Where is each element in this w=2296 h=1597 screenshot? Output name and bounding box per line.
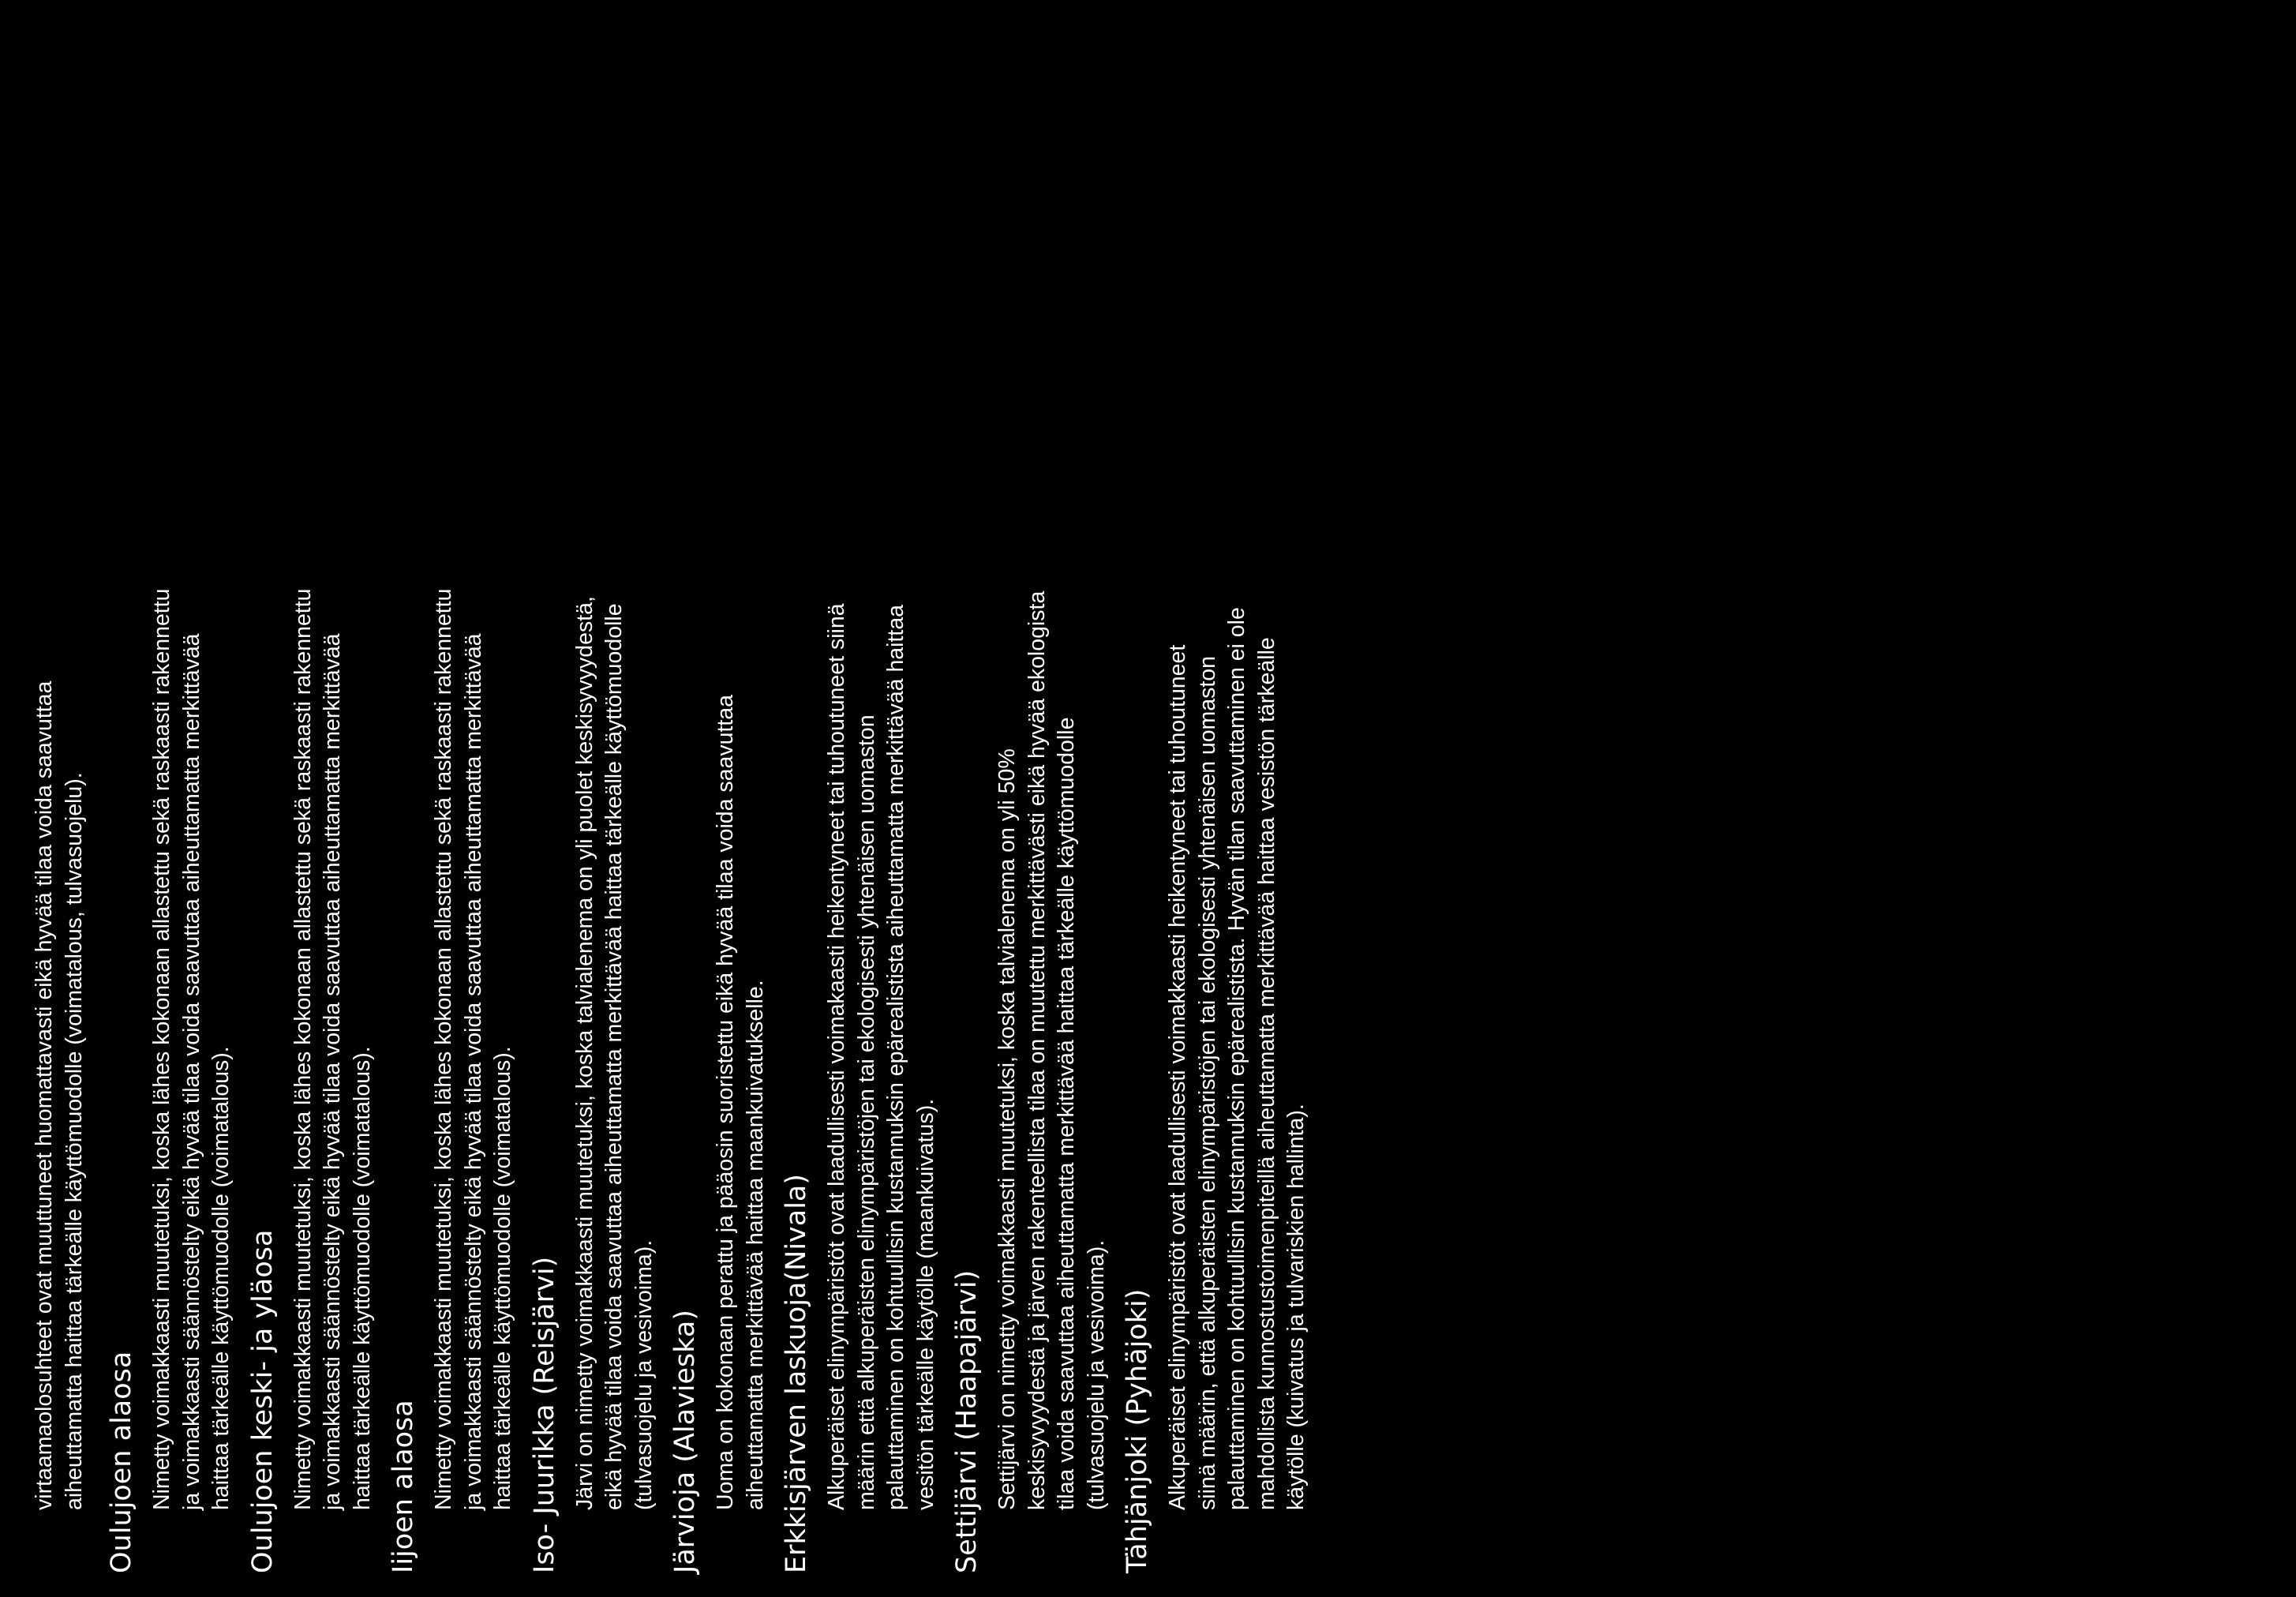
section-body (148, 0, 237, 1510)
text-line: virtaamaolosuhteet ovat muuttuneet huomattavasti eikä hyvää tilaa voida saavuttaa (32, 680, 57, 1510)
text-line: tilaa voida saavuttaa aiheuttamatta merkittävää haittaa tärkeälle käyttömuodolle (1054, 717, 1079, 1510)
section-body (993, 0, 1111, 1510)
text-line: Alkuperäiset elinympäristöt ovat laadullisesti voimakaasti heikentyneet tai tuhoutuneet siinä (824, 603, 849, 1510)
section-heading: Iijoen alaosa (388, 1400, 419, 1573)
section-iso-juurikka (525, 0, 660, 1573)
section-oulujoen-keski-ja-ylaosa (243, 0, 378, 1573)
section-tahjanjoki (1118, 0, 1312, 1573)
text-line: vesitön tärkeälle käytölle (maankuivatus). (912, 1098, 938, 1510)
section-body (1163, 0, 1312, 1510)
text-line: Nimetty voimakkaasti muutetuksi, koska lähes kokonaan allastettu sekä raskaasti rakennettu (149, 588, 174, 1510)
section-jarvioja (665, 0, 770, 1573)
text-line: käytölle (kuivatus ja tulvariskien hallinta). (1283, 1104, 1309, 1510)
text-line: aiheuttamatta merkittävää haittaa maankuivatukselle. (742, 980, 768, 1510)
text-line: (tulvasuojelu ja vesivoima). (1083, 1239, 1109, 1510)
section-heading: Tähjänjoki (Pyhäjoki) (1122, 1288, 1153, 1573)
text-line: eikä hyvää tilaa voida saavuttaa aiheuttamatta merkittävää haittaa tärkeälle käyttömuodolle (601, 603, 627, 1510)
text-line: keskisyvyydestä ja järven rakenteellista tilaa on muutettu merkittävästi eikä hyvää ekologista (1024, 590, 1050, 1510)
text-line: ja voimakkaasti säännöstelty eikä hyvää tilaa voida saavuttaa aiheuttamatta merkittävää (320, 633, 345, 1510)
text-line: palauttaminen on kohtuullisin kustannuksin epärealistista. Hyvän tilan saavuttaminen ei ole (1224, 607, 1249, 1510)
text-line: Nimetty voimakkaasti muutetuksi, koska lähes kokonaan allastettu sekä raskaasti rakennettu (290, 588, 316, 1510)
section-body (429, 0, 519, 1510)
section-body (711, 0, 770, 1510)
text-line: siinä määrin, että alkuperäisten elinympäristöjen tai ekologisesti yhtenäisen uomaston (1194, 655, 1220, 1510)
section-body (571, 0, 660, 1510)
section-body (289, 0, 378, 1510)
text-line: ja voimakkaasti säännöstelty eikä hyvää tilaa voida saavuttaa aiheuttamatta merkittävää (460, 633, 486, 1510)
text-line: Alkuperäiset elinympäristöt ovat laadullisesti voimakkaasti heikentyneet tai tuhoutuneet (1165, 644, 1190, 1510)
text-line: aiheuttamatta haittaa tärkeälle käyttömuodolle (voimatalous, tulvasuojelu). (61, 772, 87, 1510)
section-settijarvi (947, 0, 1111, 1573)
section-heading: Settijärvi (Haapajärvi) (951, 1269, 983, 1573)
section-heading: Oulujoen alaosa (106, 1351, 137, 1573)
section-heading: Erkkisjärven laskuoja(Nivala) (781, 1173, 812, 1573)
text-line: Nimetty voimakkaasti muutetuksi, koska lähes kokonaan allastettu sekä raskaasti rakennettu (431, 588, 456, 1510)
text-line: palauttaminen on kohtuullisin kustannuksin epärealistista aiheuttamatta merkittävää haittaa (883, 604, 908, 1510)
section-erkkisjarven-laskuoja (777, 0, 941, 1573)
section-body (822, 0, 941, 1510)
section-oulujoen-alaosa (102, 0, 237, 1573)
section-heading: Oulujoen keski- ja yläosa (246, 1229, 279, 1573)
lead-paragraph (30, 0, 89, 1510)
text-line: määrin että alkuperäisten elinympäristöjen tai ekologisesti yhtenäisen uomaston (853, 714, 879, 1510)
text-line: Uoma on kokonaan perattu ja pääosin suoristettu eikä hyvää tilaa voida saavuttaa (713, 695, 738, 1510)
text-line: haittaa tärkeälle käyttömuodolle (voimatalous). (349, 1046, 375, 1510)
text-line: haittaa tärkeälle käyttömuodolle (voimatalous). (490, 1046, 515, 1510)
text-line: haittaa tärkeälle käyttömuodolle (voimatalous). (208, 1046, 234, 1510)
text-line: (tulvasuojelu ja vesivoima). (631, 1239, 657, 1510)
text-line: mahdollista kunnostustoimenpiteillä aiheuttamatta merkittävää haittaa vesistön tärkeälle (1253, 637, 1279, 1510)
text-line: Settijärvi on nimetty voimakkaasti muutetuksi, koska talvialenema on yli 50% (994, 748, 1020, 1510)
text-line: Järvi on nimetty voimakkaasti muutetuksi, koska talvialenema on yli puolet keskisyvyydestä, (571, 596, 597, 1510)
text-line: ja voimakkaasti säännöstelty eikä hyvää tilaa voida saavuttaa aiheuttamatta merkittävää (178, 633, 204, 1510)
section-heading: Järvioja (Alavieska) (669, 1309, 701, 1573)
section-heading: Iso- Juurikka (Reisjärvi) (528, 1256, 560, 1573)
section-iijoen-alaosa (384, 0, 519, 1573)
